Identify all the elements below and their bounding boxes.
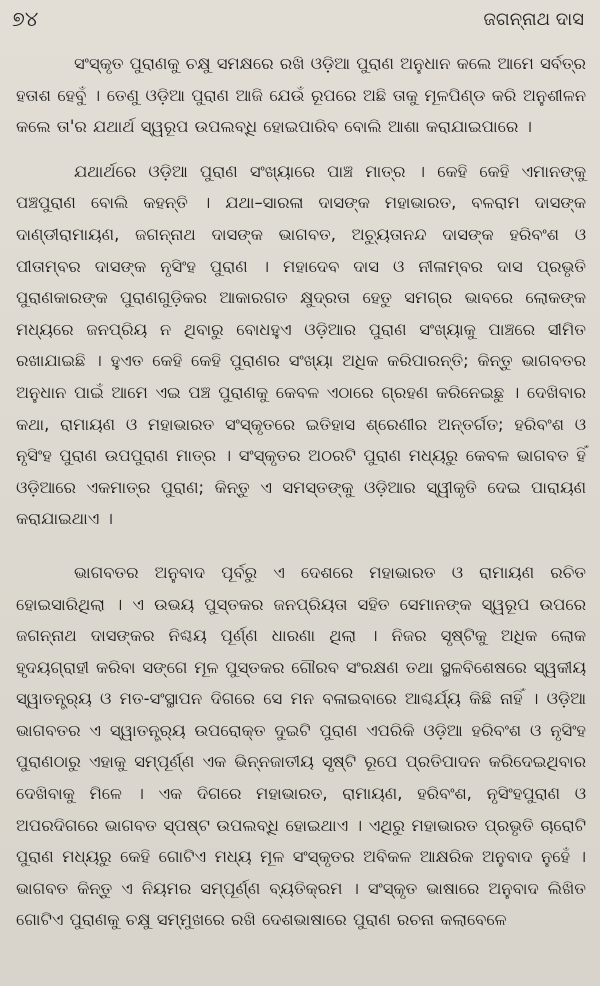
page-number: ୭୪ [12,7,39,31]
paragraph-2: ଯଥାର୍ଥରେ ଓଡ଼ିଆ ପୁରାଣ ସଂଖ୍ୟାରେ ପାଞ୍ଚ ମାତ୍ର । କେହି କେହି ଏମାନଙ୍କୁ ପଞ୍ଚପୁରାଣ ବୋଲି କହନ୍ତି । ଯଥା–ସାରଳା ଦାସଙ୍କ ମହାଭାରତ, ବଳରାମ ଦାସଙ୍କ ଦାଣ୍ଡୀରାମାୟଣ, ଜଗନ୍ନାଥ ଦାସଙ୍କ ଭାଗବତ, ଅଚ୍ୟୁତାନନ୍ଦ ଦାସଙ୍କ ହରିବଂଶ ଓ ପୀତାମ୍ବର ଦାସଙ୍କ ନୃସିଂହ ପୁରାଣ । ମହାଦେବ ଦାସ ଓ ନୀଳାମ୍ବର ଦାସ ପ୍ରଭୃତି ପୁରାଣକାରଙ୍କ ପୁରାଣଗୁଡ଼ିକର ଆକାରଗତ କ୍ଷୁଦ୍ରତା ହେତୁ ସମଗ୍ର ଭାବରେ ଲୋକଙ୍କ ମଧ୍ୟରେ ଜନପ୍ରିୟ ନ ଥିବାରୁ ବୋଧହୁଏ ଓଡ଼ିଆର ପୁରାଣ ସଂଖ୍ୟାକୁ ପାଞ୍ଚରେ ସୀମିତ ରଖାଯାଇଛି । ହୁଏତ କେହି କେହି ପୁରାଣର ସଂଖ୍ୟା ଅଧିକ କରିପାରନ୍ତି; କିନ୍ତୁ ଭାଗବତର ଅନୁଧାନ ପାଇଁ ଆମେ ଏଇ ପଞ୍ଚ ପୁରାଣକୁ କେବଳ ଏଠାରେ ଗ୍ରହଣ କରିନେଇଛୁ । ଦେଖିବାର କଥା, ରାମାୟଣ ଓ ମହାଭାରତ ସଂସ୍କୃତରେ ଇତିହାସ ଶ୍ରେଣୀର ଅନ୍ତର୍ଗତ; ହରିବଂଶ ଓ ନୃସିଂହ ପୁରାଣ ଉପପୁରାଣ ମାତ୍ର । ସଂସ୍କୃତର ଅଠରଟି ପୁରାଣ ମଧ୍ୟରୁ କେବଳ ଭାଗବତ ହିଁ ଓଡ଼ିଆରେ ଏକମାତ୍ର ପୁରାଣ; କିନ୍ତୁ ଏ ସମସ୍ତଙ୍କୁ ଓଡ଼ିଆର ସ୍ୱୀକୃତି ଦେଇ ପାରାୟଣ କରାଯାଇଥାଏ । [16,161,586,529]
page-header [0,0,600,42]
paragraph-1: ସଂସ୍କୃତ ପୁରାଣକୁ ଚକ୍ଷୁ ସମକ୍ଷରେ ରଖି ଓଡ଼ିଆ ପୁରାଣ ଅନୁଧାନ କଲେ ଆମେ ସର୍ବତ୍ର ହତାଶ ହେବୁଁ । ତେଣୁ ଓଡ଼ିଆ ପୁରାଣ ଆଜି ଯେଉଁ ରୂପରେ ଅଛି ତାକୁ ମୂଳପିଣ୍ଡ କରି ଅନୁଶୀଳନ କଲେ ତା'ର ଯଥାର୍ଥ ସ୍ୱରୂପ ଉପଲବ୍ଧି ହୋଇପାରିବ ବୋଲି ଆଶା କରାଯାଇପାରେ । [16,54,586,137]
paragraph-3: ଭାଗବତର ଅନୁବାଦ ପୂର୍ବରୁ ଏ ଦେଶରେ ମହାଭାରତ ଓ ରାମାୟଣ ରଚିତ ହୋଇସାରିଥିଲା । ଏ ଉଭୟ ପୁସ୍ତକର ଜନପ୍ରିୟତା ସହିତ ସେମାନଙ୍କ ସ୍ୱରୂପ ଉପରେ ଜଗନ୍ନାଥ ଦାସଙ୍କର ନିଶ୍ଚୟ ପୂର୍ଣ୍ଣ ଧାରଣା ଥିଲା । ନିଜର ସୃଷ୍ଟିକୁ ଅଧିକ ଲୋକ ହୃଦୟଗ୍ରାହୀ କରିବା ସଙ୍ଗେ ମୂଳ ପୁସ୍ତକର ଗୌରବ ସଂରକ୍ଷଣ ତଥା ସ୍ଥଳବିଶେଷରେ ସ୍ୱକୀୟ ସ୍ୱାତନ୍ତ୍ର୍ୟ ଓ ମତ-ସଂସ୍ଥାପନ ଦିଗରେ ସେ ମନ ବଳାଇବାରେ ଆଶ୍ଚର୍ଯ୍ୟ କିଛି ନାହିଁ । ଓଡ଼ିଆ ଭାଗବତର ଏ ସ୍ୱାତନ୍ତ୍ର୍ୟ ଉପରୋକ୍ତ ଦୁଇଟି ପୁରାଣ ଏପରିକି ଓଡ଼ିଆ ହରିବଂଶ ଓ ନୃସିଂହ ପୁରାଣଠାରୁ ଏହାକୁ ସମ୍ପୂର୍ଣ୍ଣ ଏକ ଭିନ୍ନଜାତୀୟ ସୃଷ୍ଟି ରୂପେ ପ୍ରତିପାଦନ କରିଦେଇଥିବାର ଦେଖିବାକୁ ମିଳେ । ଏକ ଦିଗରେ ମହାଭାରତ, ରାମାୟଣ, ହରିବଂଶ, ନୃସିଂହପୁରାଣ ଓ ଅପରଦିଗରେ ଭାଗବତ ସ୍ପଷ୍ଟ ଉପଲବ୍ଧି ହୋଇଥାଏ । ଏଥିରୁ ମହାଭାରତ ପ୍ରଭୃତି ଚାରୋଟି ପୁରାଣ ମଧ୍ୟରୁ କେହି ଗୋଟିଏ ମଧ୍ୟ ମୂଳ ସଂସ୍କୃତର ଅବିକଳ ଆକ୍ଷରିକ ଅନୁବାଦ ନୁହେଁ । ଭାଗବତ କିନ୍ତୁ ଏ ନିୟମର ସମ୍ପୂର୍ଣ୍ଣ ବ୍ୟତିକ୍ରମ । ସଂସ୍କୃତ ଭାଷାରେ ଅନୁବାଦ ଲିଖିତ ଗୋଟିଏ ପୁରାଣକୁ ଚକ୍ଷୁ ସମ୍ମୁଖରେ ରଖି ଦେଶଭାଷାରେ ପୁରାଣ ରଚନା କଲାବେଳେ [16,562,586,930]
running-title: ଜଗନ୍ନାଥ ଦାସ [483,9,584,30]
body-text [16,48,586,949]
